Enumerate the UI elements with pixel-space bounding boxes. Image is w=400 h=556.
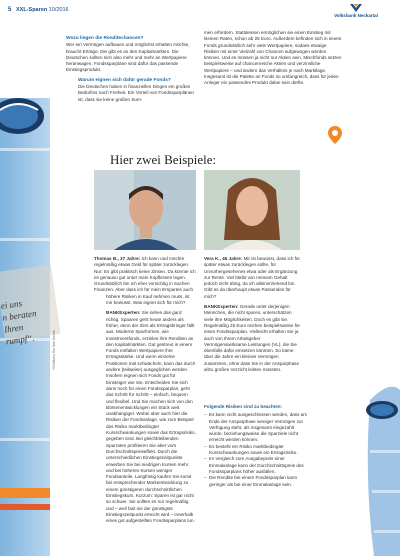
- vera-answer-label: BANKExperten:: [204, 304, 239, 310]
- list-item: – Es kann nicht ausgeschlossen werden, dass am Ende der Ansparphase weniger Vermögen zur Verfügung steht, als insgesamt eingezahlt wurde, beziehungsweise die Sparziele nicht erreicht werden können.: [204, 412, 308, 443]
- header-title: [16, 7, 69, 13]
- page-number: 5: [8, 7, 12, 13]
- sock-puppet-illustration: [0, 18, 60, 556]
- list-item: – Im Vergleich zum Ausgabepreis einer Einmalanlage kann der Durchschnittspreis des Fondssparplans höher ausfallen.: [204, 456, 308, 475]
- intro-column-right: [204, 30, 342, 87]
- vera-answer-text: Gerade unter derjenigen Menschen, die nicht sparen, unterschätzen viele ihre Möglichkeiten. Doch es gibt sie. Regelmäßig 25 Euro reichen beispielsweise für einen Fondssparplan. Vielleicht erhalten Sie ja auch von Ihrem Arbeitgeber Vermögenswirksame Leistungen (VL), die Sie ebenfalls dafür einsetzen könnten. So käme über die Jahre ein kleines Vermögen zusammen, ohne dass Sie in der Ansparphase allzu großen Verzicht leisten müssten.: [204, 304, 301, 373]
- risk-notice: [204, 404, 308, 488]
- paragraph-renditechancen: Wer ein Vermögen aufbauen und möglichst erhalten möchte, braucht Erträge. Die gibt es an den Kapitalmärkten. Die Deutschen sollten sich also mehr und mehr an Wertpapiere heranwagen. Fondssparpläne sind dafür das passende Einstiegsprodukt.: [66, 42, 190, 73]
- thomas-answer-label: BANKExperten:: [106, 310, 141, 316]
- page-header: [0, 0, 400, 22]
- vera-intro-text: Mir ist bewusst, dass ich für später etwas zurücklegen sollte, für Unvorhergesehenes etwa oder als Ergänzung zur Rente. Viel bleibt von meinem Gehalt jedoch nicht übrig, da ich alleinerziehend bin. Gibt es da überhaupt etwas Passendes für mich?: [204, 256, 301, 299]
- subheading-renditechancen: Wozu liegen die Renditechancen?: [66, 36, 144, 41]
- paragraph-fonds: Die Deutschen haben in finanziellen Dingen ein großes Bedürfnis nach Freiheit. Ein Vorteil von Fondssparplänen ist, dass sie keine großen Sum-: [78, 84, 194, 102]
- art-text-line-3: Ihren: [3, 322, 24, 335]
- vera-question: [204, 256, 300, 300]
- sock-sunglasses-illustration: [360, 380, 400, 556]
- intro-column-left: [66, 36, 194, 103]
- location-pin-icon: [328, 126, 342, 144]
- thomas-name: Thomas B., 37 Jahre:: [94, 256, 141, 261]
- vr-logo-icon: [350, 4, 362, 12]
- thomas-question: [94, 256, 196, 294]
- vera-answer: [204, 304, 300, 373]
- vera-name: Vera K., 46 Jahre:: [204, 256, 243, 261]
- thomas-intro-text: Ich kann und möchte regelmäßig etwas Geld für später zurücklegen. Nur: Es gibt praktisch keine Zinsen. Da könnte ich es genauso gut unter mein Kopfkissen legen. Grundsätzlich bin ich eher vorsichtig in Sachen Finanzen. Aber dass ich für mein Erspartes auch: [94, 256, 196, 293]
- brand-name: Volksbank Neckartal: [334, 13, 378, 18]
- list-item: – Die Rendite bei einem Fondssparplan kann geringer als bei einer Einmalanlage sein.: [204, 475, 308, 488]
- list-item: – Es besteht ein Risiko marktbedingter Kursschwankungen sowie ein Ertragsrisiko.: [204, 444, 308, 457]
- example-vera: [204, 256, 300, 373]
- example-thomas: [94, 256, 196, 524]
- photo-vera: [204, 170, 300, 250]
- subheading-fonds: Warum eignen sich dafür gerade Fonds?: [78, 77, 171, 83]
- paragraph-fonds-continued: men erfordern. Stattdessen ermöglichen sie einen Einstieg mit kleinen Raten, schon ab 25 Euro. Außerdem befinden sich in einem Fonds grundsätzlich sehr viele Wertpapiere, sodass etwaige Risiken mit einer Vielzahl von Chancen aufgewogen werden können. Und es müssen ja nicht nur Aktien sein. Mischfonds setzen beispielsweise auf chancenreiche Aktien und verzinsliche Wertpapiere – und ändern das Verhältnis je nach Marktlage. Insgesamt ist die Palette an Fonds so umfangreich, dass für jeden Anleger ein passendes Produkt dabei sein dürfte.: [204, 30, 342, 86]
- art-text-line-2: n beraten: [1, 308, 38, 323]
- risk-notice-title: Folgende Risiken sind zu beachten:: [204, 404, 283, 409]
- risk-list: [204, 412, 308, 488]
- examples-heading: Hier zwei Beispiele:: [110, 152, 217, 167]
- art-text-line-4: rumpf“.: [5, 332, 36, 347]
- thomas-answer: [94, 310, 196, 524]
- magazine-title: XXL-Sparen: [16, 7, 48, 13]
- footnote: *Schützen Sie Ihre Socke: [52, 330, 56, 370]
- thomas-question-end: höhere Risiken in Kauf nehmen muss, ist mir bewusst. Was eignet sich für mich?: [106, 293, 190, 306]
- art-text-line-1: ei uns: [0, 298, 23, 311]
- photo-thomas: [94, 170, 196, 250]
- brand-logo[interactable]: [324, 4, 388, 20]
- issue-date: 10/2016: [48, 7, 69, 13]
- thomas-answer-text: Sie sehen das ganz richtig. Spaaren geht heute anders als früher, denn der Zins als Ertragsbringer fällt aus. Moderne Sparformen, wie Investmentfonds, erzielen ihre Renditen an den Kapitalmärkten. Gut gestreut in einem Fonds entfalten Wertpapiere ihre Ertragsstärke. Und wenn einzelne Positionen mal schwächeln, kann das durch andere (teilweise) ausgeglichen werden. Insofern eignen sich Fonds gut für Einsteiger wie Sie. Entscheiden Sie sich dann noch für einen Fondssparplan, geht das Schritt für Schritt – einfach, bequem und flexibel. Und Sie machen sich von den Börsenentwicklungen ein Stück weit unabhängiger. Wobei aber auch hier die Risiken der Fondsanlage, wie zum Beispiel das Risiko marktbedingter Kursschwankungen sowie das Ertragsrisiko, gegeben sind. Bei gleichbleibenden Sparraten profitieren Sie aber vom Durchschnittspreiseffekt. Durch die unterschiedlichen Einstiegszeitpunkte erwerben Sie bei niedrigen Kursen mehr und bei höheren Kursen weniger Fondsanteile. Langfristig kaufen Sie somit bei entsprechender Marktentwicklung zu einem günstigeren durchschnittlichen Einstiegskurs. Kurzum: Sparen ist gar nicht so schwer. Sie sollten es nur regelmäßig und – weil fast nie der günstigste Einstiegszeitpunkt erreicht wird – innerhalb eines gut aufgestellten Fondssparplans tun.: [106, 310, 196, 524]
